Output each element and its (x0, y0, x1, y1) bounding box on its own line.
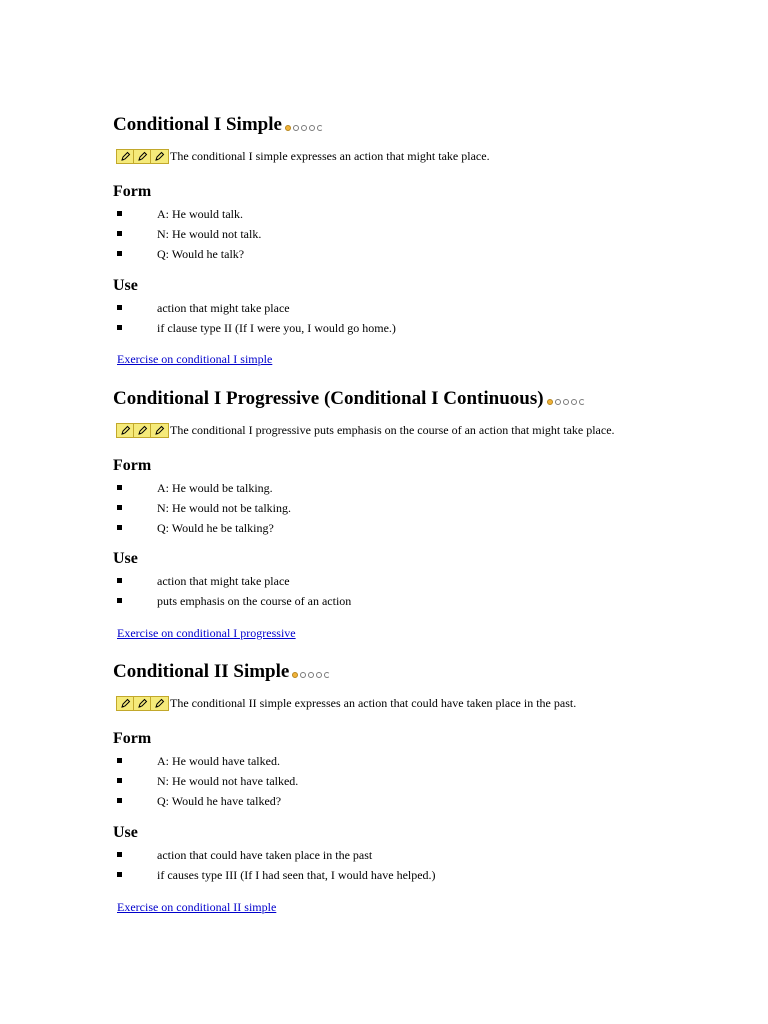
form-heading: Form (113, 730, 152, 747)
bullet (117, 798, 122, 803)
rating-dot (579, 399, 585, 405)
form-heading: Form (113, 183, 152, 200)
rating-dot (308, 672, 314, 678)
section-description: The conditional I simple expresses an action that might take place. (170, 148, 490, 163)
bullet (117, 758, 122, 763)
difficulty-rating (547, 399, 585, 405)
rating-dot (555, 399, 561, 405)
exercise-link[interactable]: Exercise on conditional I progressive (117, 626, 296, 640)
pencil-icon (151, 150, 168, 163)
pencil-icon (134, 424, 151, 437)
document-page: Conditional I Simple The conditional I simple expresses an action that might take place. Form A: He would talk. N: He would not talk. Q: Would he talk? Use action that might take place if clause type II (If I were you, I would go home.) Exercise on conditional I simple Conditional I Progressive (Conditional I Continuous) The conditional I progressive puts emphasis on the course of an action that might take place. Form A: He would be talking. N: He would not be talking. Q: Would he be talking? Use action that might take place puts emphasis on the course of an action Exercise on conditional I progressive Conditional II Simple The conditional II simple expresses an action that could have taken place in the past. Form A: He would have talked. N: He would not have talked. Q: Would he have talked? Use action that could have taken place in the past if causes type III (If I had seen that, I would have helped.) Exercise on conditional II simple (113, 114, 615, 914)
use-heading: Use (113, 277, 138, 294)
pencil-icon (117, 150, 134, 163)
pencil-icon (134, 697, 151, 710)
bullet (117, 578, 122, 583)
form-heading: Form (113, 457, 152, 474)
pencil-icon (117, 424, 134, 437)
icon-strip (116, 149, 169, 164)
rating-dot (292, 672, 298, 678)
rating-dot (301, 125, 307, 131)
section-description: The conditional II simple expresses an action that could have taken place in the past. (170, 695, 577, 710)
section-description: The conditional I progressive puts emphasis on the course of an action that might take place. (170, 422, 615, 437)
bullet (117, 872, 122, 877)
rating-dot (285, 125, 291, 131)
rating-dot (309, 125, 315, 131)
bullet (117, 231, 122, 236)
bullet (117, 852, 122, 857)
exercise-link[interactable]: Exercise on conditional I simple (117, 352, 273, 366)
bullet (117, 598, 122, 603)
difficulty-rating (285, 125, 323, 131)
pencil-icon (117, 697, 134, 710)
description-row (116, 422, 615, 438)
section-title: Conditional I Progressive (Conditional I Continuous) (113, 388, 585, 410)
section-title: Conditional I Simple (113, 114, 323, 136)
rating-dot (316, 672, 322, 678)
bullet (117, 251, 122, 256)
icon-strip (116, 696, 169, 711)
use-heading: Use (113, 550, 138, 567)
pencil-icon (151, 424, 168, 437)
bullet (117, 325, 122, 330)
description-row (116, 695, 576, 711)
bullet (117, 505, 122, 510)
exercise-link[interactable]: Exercise on conditional II simple (117, 900, 277, 914)
use-heading: Use (113, 824, 138, 841)
rating-dot (563, 399, 569, 405)
description-row (116, 148, 490, 164)
rating-dot (293, 125, 299, 131)
icon-strip (116, 423, 169, 438)
section-title: Conditional II Simple (113, 661, 330, 683)
bullet (117, 485, 122, 490)
rating-dot (547, 399, 553, 405)
rating-dot (324, 672, 330, 678)
bullet (117, 211, 122, 216)
rating-dot (571, 399, 577, 405)
rating-dot (300, 672, 306, 678)
pencil-icon (134, 150, 151, 163)
bullet (117, 305, 122, 310)
rating-dot (317, 125, 323, 131)
pencil-icon (151, 697, 168, 710)
bullet (117, 525, 122, 530)
difficulty-rating (292, 672, 330, 678)
bullet (117, 778, 122, 783)
